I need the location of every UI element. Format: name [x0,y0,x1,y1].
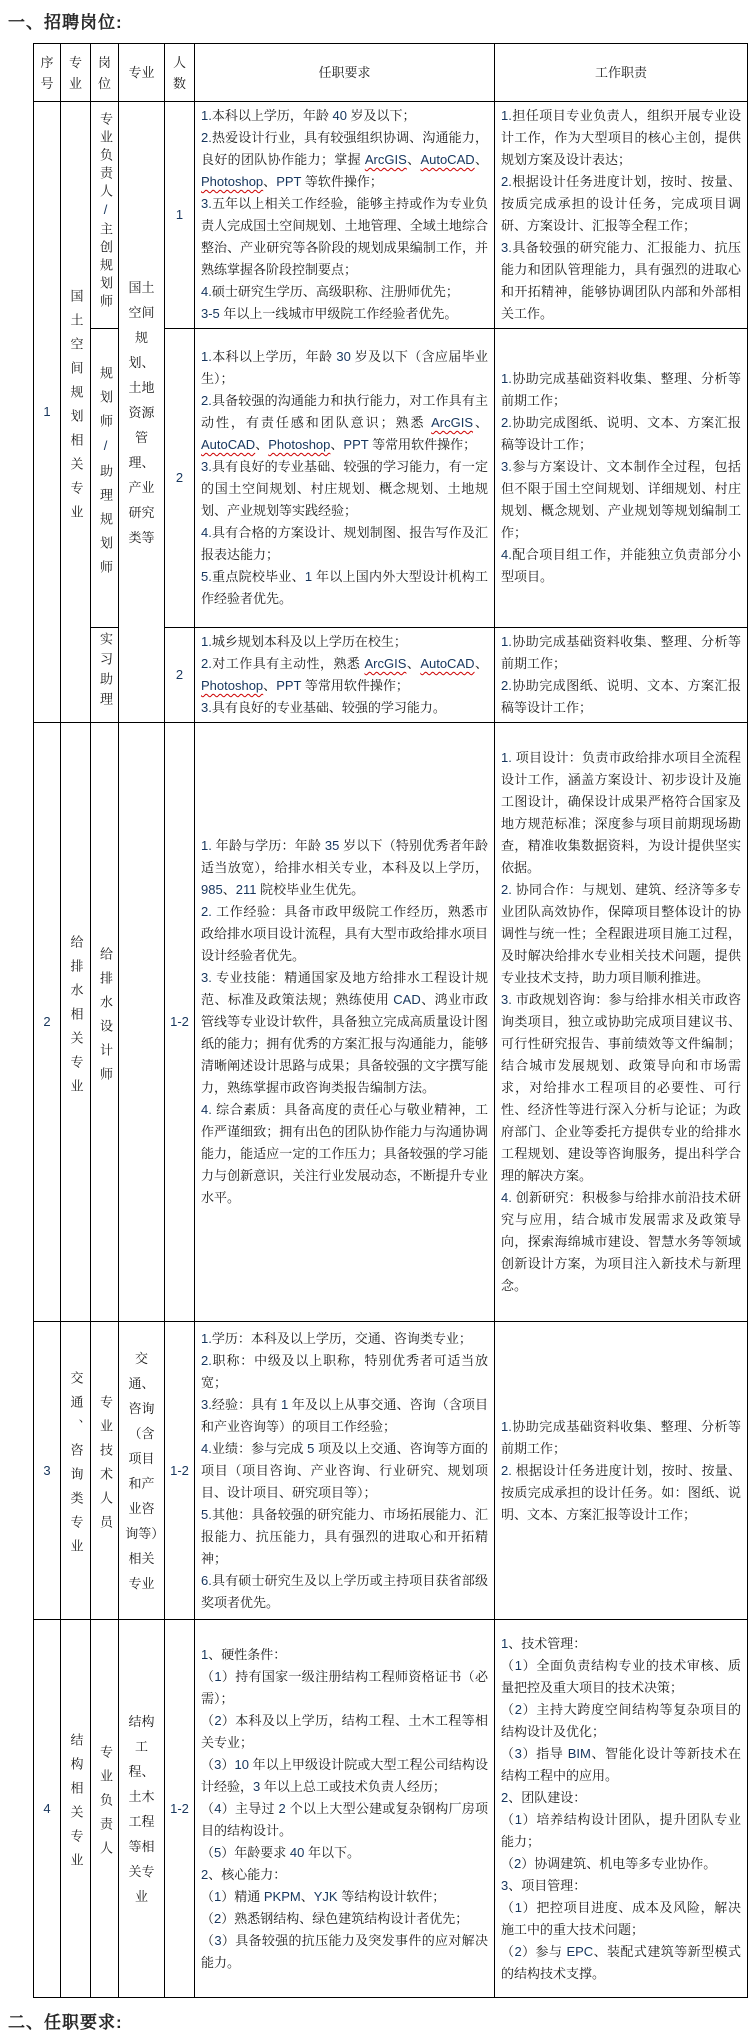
text-line: （1）全面负责结构专业的技术审核、质量把控及重大项目的技术决策； [501,1657,741,1695]
text-line: 2. 工作经验：具备市政甲级院工作经历，熟悉市政给排水项目设计流程，具有大型市政给排水项目设计经验者优先。 [201,904,488,963]
text-line: （2）熟悉钢结构、绿色建筑结构设计者优先； [201,1910,469,1926]
col-header-post: 岗位 [91,44,119,102]
col-header-category: 专业 [119,44,165,102]
requirements-cell [195,628,495,723]
text-line: 1.协助完成基础资料收集、整理、分析等前期工作； [501,1418,741,1456]
text-line: 2、团队建设： [501,1789,587,1805]
text-line: 1.协助完成基础资料收集、整理、分析等前期工作； [501,371,741,408]
duties-cell [495,102,748,329]
duties-cell [495,1620,748,1998]
position-cell [91,628,119,723]
text-line: 2. 协同合作：与规划、建筑、经济等多专业团队高效协作，保障项目整体设计的协调性与统一性；全程跟进项目施工过程，及时解决给排水专业相关技术问题，提供专业技术支持，助力项目顺利推进。 [501,882,741,985]
job3-row [34,1322,748,1620]
text-line: 3.经验：具有 1 年及以上从事交通、咨询（含项目和产业咨询等）的项目工作经验； [201,1396,488,1434]
category-cell: 交通、咨询（含项目和产业咨询等）相关专业 [119,1322,165,1620]
text-line: （3）具备较强的抗压能力及突发事件的应对解决能力。 [201,1932,488,1970]
duties-cell [495,329,748,628]
count-cell: 1 [165,102,195,329]
text-line: 3、项目管理： [501,1877,587,1893]
text-line: 2.协助完成图纸、说明、文本、方案汇报稿等设计工作； [501,415,741,452]
position-cell [91,329,119,628]
text-line: 5.重点院校毕业、1 年以上国内外大型设计机构工作经验者优先。 [201,569,488,606]
text-line: 1.城乡规划本科及以上学历在校生； [201,634,407,649]
text-line: （1）培养结构设计团队，提升团队专业能力； [501,1811,741,1849]
requirements-cell [195,723,495,1322]
position-cell [91,723,119,1322]
position-cell [91,102,119,329]
text-line: 1.本科以上学历，年龄 30 岁及以下（含应届毕业生）； [201,349,488,386]
major-text: 结构相关专业 [68,1733,84,1877]
text-line: 3. 专业技能：精通国家及地方给排水工程设计规范、标准及政策法规；熟练使用 CAD、鸿业市政管线等专业设计软件，具备独立完成高质量设计图纸的能力；拥有优秀的方案汇报与沟通能力，能够清晰阐述设计思路与成果；具备较强的文字撰写能力，熟练掌握市政咨询类报告编制方法。 [201,970,488,1095]
header-row [34,44,748,102]
category-cell [119,723,165,1322]
position-text: 专业负责人 [98,1745,113,1865]
position-text: 专业技术人员 [98,1395,113,1539]
text-line: （3）指导 BIM、智能化设计等新技术在结构工程中的应用。 [501,1745,741,1783]
text-line: 4.配合项目组工作，并能独立负责部分小型项目。 [501,547,741,584]
major-cell [61,723,91,1322]
seq-cell: 3 [34,1322,61,1620]
text-line: 4. 创新研究：积极参与给排水前沿技术研究与应用，结合城市发展需求及政策导向，探索海绵城市建设、智慧水务等领域创新设计方案，为项目注入新技术与新理念。 [501,1190,741,1293]
text-line: 4.业绩：参与完成 5 项及以上交通、咨询等方面的项目（项目咨询、产业咨询、行业研究、规划项目、设计项目、研究项目等）； [201,1440,488,1500]
duties-cell [495,1322,748,1620]
major-text: 交通、咨询类专业 [68,1371,84,1563]
text-line: 1.协助完成基础资料收集、整理、分析等前期工作； [501,634,741,671]
category-cell: 结构工程、土木工程等相关专业 [119,1620,165,1998]
text-line: 1.本科以上学历，年龄 40 岁及以下； [201,108,416,123]
text-line: 1、硬性条件： [201,1646,287,1662]
count-cell: 1-2 [165,723,195,1322]
text-line: 2.协助完成图纸、说明、文本、方案汇报稿等设计工作； [501,678,741,715]
text-line: 4. 综合素质：具备高度的责任心与敬业精神，工作严谨细致；拥有出色的团队协作能力与沟通协调能力，能适应一定的工作压力；具备较强的学习能力与创新意识，关注行业发展动态，不断提升专业水平。 [201,1102,488,1205]
text-line: 2.根据设计任务进度计划，按时、按量、按质完成承担的设计任务，完成项目调研、方案设计、汇报等全程工作； [501,174,741,233]
job1-row-lead-planner [34,102,748,329]
text-line: 3.具备较强的研究能力、汇报能力、抗压能力和团队管理能力，具有强烈的进取心和开拓精神，能够协调团队内部和外部相关工作。 [501,240,741,321]
text-line: 4.硕士研究生学历、高级职称、注册师优先； [201,284,459,299]
requirements-cell [195,1322,495,1620]
text-line: 3.具有良好的专业基础、较强的学习能力，有一定的国土空间规划、村庄规划、概念规划、土地规划、产业规划等实践经验； [201,459,488,518]
text-line: （4）主导过 2 个以上大型公建或复杂钢构厂房项目的结构设计。 [201,1800,488,1838]
text-line: （1）精通 PKPM、YJK 等结构设计软件； [201,1888,446,1904]
col-header-seq: 序号 [34,44,61,102]
duties-cell [495,628,748,723]
major-cell [61,102,91,723]
position-text: 实习助理 [98,631,113,712]
major-cell [61,1322,91,1620]
text-line: 3. 市政规划咨询：参与给排水相关市政咨询类项目，独立或协助完成项目建议书、可行性研究报告、事前绩效等文件编制；结合城市发展规划、政策导向和市场需求，对给排水工程项目的必要性、可行性、经济性等进行深入分析与论证；为政府部门、企业等委托方提供专业的给排水工程规划、建设等咨询服务，提出科学合理的解决方案。 [501,992,741,1183]
major-text: 国土空间规划相关专业 [68,288,84,529]
count-cell: 2 [165,628,195,723]
text-line: 3.具有良好的专业基础、较强的学习能力。 [201,700,446,715]
section-1-title: 一、招聘岗位: [8,13,123,32]
text-line: 2.热爱设计行业，具有较强组织协调、沟通能力，良好的团队协作能力；掌握 ArcGIS、AutoCAD、Photoshop、PPT 等软件操作； [201,130,488,189]
text-line: 3.参与方案设计、文本制作全过程，包括但不限于国土空间规划、详细规划、村庄规划、概念规划、产业规划等规划编制工作； [501,459,741,540]
count-cell: 2 [165,329,195,628]
col-header-major: 专业 [61,44,91,102]
position-text: 专业负责人/主创规划师 [98,111,113,312]
position-cell [91,1322,119,1620]
major-text: 给排水相关专业 [68,934,84,1103]
text-line: （2）本科及以上学历，结构工程、土木工程等相关专业； [201,1712,488,1750]
count-cell: 1-2 [165,1620,195,1998]
major-cell [61,1620,91,1998]
text-line: 4.具有合格的方案设计、规划制图、报告写作及汇报表达能力； [201,525,488,562]
section-2-title: 二、任职要求: [8,2013,123,2032]
text-line: （2）参与 EPC、装配式建筑等新型模式的结构技术支撑。 [501,1943,741,1981]
text-line: 3-5 年以上一线城市甲级院工作经验者优先。 [201,306,458,321]
position-cell [91,1620,119,1998]
requirements-cell [195,329,495,628]
seq-cell: 2 [34,723,61,1322]
text-line: 2.具备较强的沟通能力和执行能力，对工作具有主动性，有责任感和团队意识；熟悉 ArcGIS、AutoCAD、Photoshop、PPT 等常用软件操作； [201,393,488,452]
category-cell: 国土空间规划、土地资源管理、产业研究类等 [119,102,165,723]
text-line: 1.学历：本科及以上学历，交通、咨询类专业； [201,1330,472,1346]
text-line: 6.具有硕士研究生及以上学历或主持项目获省部级奖项者优先。 [201,1572,488,1610]
text-line: （1）持有国家一级注册结构工程师资格证书（必需）； [201,1668,488,1706]
text-line: 2、核心能力： [201,1866,287,1882]
text-line: 1. 年龄与学历：年龄 35 岁以下（特别优秀者年龄适当放宽），给排水相关专业，本科及以上学历，985、211 院校毕业生优先。 [201,838,488,897]
seq-cell: 1 [34,102,61,723]
text-line: 1. 项目设计：负责市政给排水项目全流程设计工作，涵盖方案设计、初步设计及施工图设计，确保设计成果严格符合国家及地方规范标准；深度参与项目前期现场勘查，精准收集数据资料，为设计提供坚实依据。 [501,750,741,875]
count-cell: 1-2 [165,1322,195,1620]
text-line: （5）年龄要求 40 年以下。 [201,1844,360,1860]
text-line: （3）10 年以上甲级设计院或大型工程公司结构设计经验，3 年以上总工或技术负责人经历； [201,1756,488,1794]
text-line: 5.其他：具备较强的研究能力、市场拓展能力、汇报能力、抗压能力，具有强烈的进取心和开拓精神； [201,1506,488,1566]
col-header-requirements: 任职要求 [195,44,495,102]
job4-row [34,1620,748,1998]
position-text: 规划师/助理规划师 [98,365,113,584]
job2-row [34,723,748,1322]
seq-cell: 4 [34,1620,61,1998]
text-line: 1、技术管理： [501,1635,587,1651]
text-line: 2.职称：中级及以上职称，特别优秀者可适当放宽； [201,1352,488,1390]
text-line: 1.担任项目专业负责人，组织开展专业设计工作，作为大型项目的核心主创，提供规划方案及设计表达； [501,108,741,167]
text-line: （2）协调建筑、机电等多专业协作。 [501,1855,717,1871]
text-line: 2.对工作具有主动性，熟悉 ArcGIS、AutoCAD、Photoshop、PPT 等常用软件操作； [201,656,488,693]
position-text: 给排水设计师 [98,946,113,1091]
requirements-cell [195,1620,495,1998]
col-header-count: 人数 [165,44,195,102]
text-line: 3.五年以上相关工作经验，能够主持或作为专业负责人完成国土空间规划、土地管理、全域土地综合整治、产业研究等各阶段的规划成果编制工作，并熟练掌握各阶段控制要点； [201,196,488,277]
requirements-cell [195,102,495,329]
text-line: 2. 根据设计任务进度计划，按时、按量、按质完成承担的设计任务。如：图纸、说明、文本、方案汇报等设计工作； [501,1462,741,1522]
recruitment-table [33,43,748,1998]
text-line: （1）把控项目进度、成本及风险，解决施工中的重大技术问题； [501,1899,741,1937]
text-line: （2）主持大跨度空间结构等复杂项目的结构设计及优化； [501,1701,741,1739]
duties-cell [495,723,748,1322]
col-header-duties: 工作职责 [495,44,748,102]
